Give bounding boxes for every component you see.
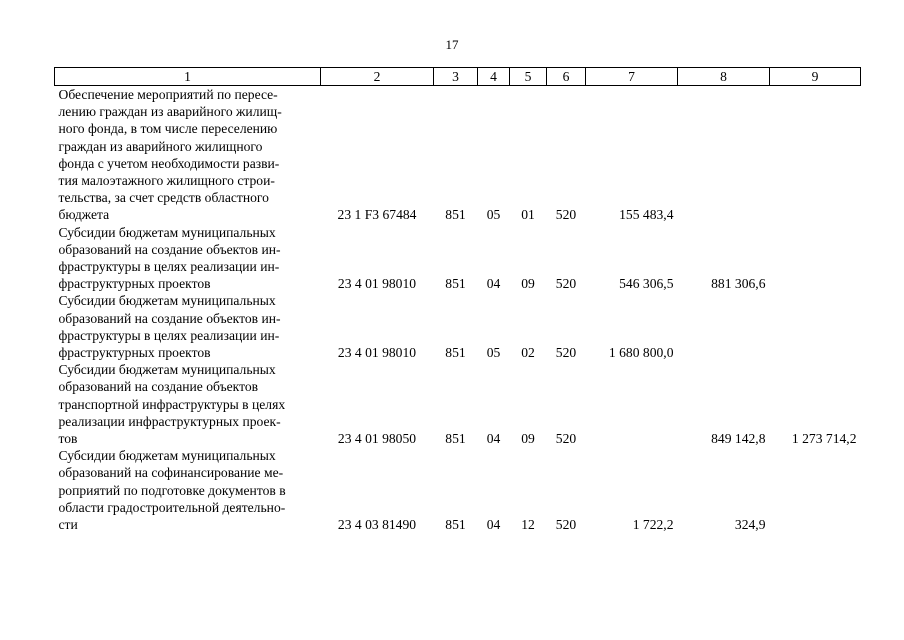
column-header-9: 9	[770, 68, 861, 86]
expense-name-line: фонда с учетом необходимости разви-	[58, 155, 280, 171]
table-row	[55, 224, 861, 293]
target-article-cell: 23 4 01 98050	[337, 431, 417, 447]
amount-col8-cell: 849 142,8	[711, 431, 766, 447]
amount-col7-cell: 155 483,4	[619, 207, 674, 223]
expense-name-line: бюджета	[58, 207, 110, 223]
expense-type-cell: 520	[555, 431, 577, 447]
section-code-cell: 04	[486, 431, 501, 447]
expense-name-line: тов	[58, 431, 78, 447]
expense-name-cell	[55, 86, 321, 224]
department-code-cell: 851	[445, 431, 466, 447]
expense-name-line: тия малоэтажного жилищного строи-	[58, 173, 275, 189]
table-body	[55, 86, 861, 534]
table-row	[55, 361, 861, 447]
expense-type-cell: 520	[555, 517, 577, 533]
table-row	[55, 86, 861, 224]
expense-name-line: граждан из аварийного жилищного	[58, 138, 263, 154]
expense-type-cell: 520	[555, 207, 577, 223]
column-header-4: 4	[478, 68, 510, 86]
expense-name-line: фраструктуры в целях реализации ин-	[58, 259, 280, 275]
amount-col7-cell: 1 722,2	[632, 517, 674, 533]
expense-name-cell	[55, 361, 321, 447]
amount-col7-cell: 1 680 800,0	[608, 345, 674, 361]
expense-type-cell: 520	[555, 276, 577, 292]
expense-name-line: фраструктурных проектов	[58, 345, 211, 361]
expense-name-line: тельства, за счет средств областного	[58, 190, 269, 206]
column-header-5: 5	[510, 68, 547, 86]
column-header-1: 1	[55, 68, 321, 86]
expense-name-line: фраструктуры в целях реализации ин-	[58, 327, 280, 343]
table-row	[55, 292, 861, 361]
subsection-code-cell: 02	[521, 345, 535, 361]
expense-name-line: фраструктурных проектов	[58, 276, 211, 292]
target-article-cell: 23 4 01 98010	[337, 276, 417, 292]
amount-col9-cell	[770, 447, 861, 533]
expense-name-line: Субсидии бюджетам муниципальных	[58, 362, 276, 378]
subsection-code-cell: 01	[521, 207, 535, 223]
expense-name-line: образований на создание объектов ин-	[58, 310, 281, 326]
section-code-cell: 04	[486, 276, 501, 292]
amount-col8-cell: 324,9	[734, 517, 766, 533]
expense-name-line: лению граждан из аварийного жилищ-	[58, 104, 282, 120]
expense-name-line: Субсидии бюджетам муниципальных	[58, 293, 276, 309]
subsection-code-cell: 09	[521, 276, 535, 292]
amount-col7-cell: 546 306,5	[619, 276, 674, 292]
amount-col8-cell	[678, 86, 770, 224]
target-article-cell: 23 4 03 81490	[337, 517, 417, 533]
expense-name-cell	[55, 447, 321, 533]
column-header-8: 8	[678, 68, 770, 86]
column-header-7: 7	[586, 68, 678, 86]
expense-name-cell	[55, 224, 321, 293]
expense-name-line: Субсидии бюджетам муниципальных	[58, 448, 276, 464]
expense-name-line: образований на создание объектов	[58, 379, 259, 395]
expense-name-line: ного фонда, в том числе переселению	[58, 121, 278, 137]
department-code-cell: 851	[445, 276, 466, 292]
table-row	[55, 447, 861, 533]
expense-name-line: образований на создание объектов ин-	[58, 241, 281, 257]
target-article-cell: 23 1 F3 67484	[337, 207, 417, 223]
subsection-code-cell: 09	[521, 431, 535, 447]
expense-name-cell	[55, 292, 321, 361]
expense-name-line: Субсидии бюджетам муниципальных	[58, 224, 276, 240]
expense-name-line: транспортной инфраструктуры в целях	[58, 396, 286, 412]
page-number: 17	[445, 37, 459, 52]
department-code-cell: 851	[445, 517, 466, 533]
expense-name-line: роприятий по подготовке документов в	[58, 482, 286, 498]
subsection-code-cell: 12	[521, 517, 535, 533]
expense-type-cell: 520	[555, 345, 577, 361]
expense-name-line: реализации инфраструктурных проек-	[58, 413, 281, 429]
column-header-2: 2	[321, 68, 434, 86]
budget-table	[54, 67, 861, 533]
section-code-cell: 05	[486, 207, 501, 223]
amount-col8-cell	[678, 292, 770, 361]
expense-name-line: области градостроительной деятельно-	[58, 499, 286, 515]
amount-col9-cell	[770, 86, 861, 224]
amount-col8-cell: 881 306,6	[711, 276, 766, 292]
section-code-cell: 05	[486, 345, 501, 361]
column-header-3: 3	[434, 68, 478, 86]
expense-name-line: Обеспечение мероприятий по пересе-	[58, 87, 278, 102]
section-code-cell: 04	[486, 517, 501, 533]
amount-col9-cell	[770, 292, 861, 361]
department-code-cell: 851	[445, 207, 466, 223]
expense-name-line: образований на софинансирование ме-	[58, 465, 284, 481]
amount-col7-cell	[586, 361, 678, 447]
target-article-cell: 23 4 01 98010	[337, 345, 417, 361]
department-code-cell: 851	[445, 345, 466, 361]
expense-name-line: сти	[58, 517, 78, 533]
column-header-6: 6	[547, 68, 586, 86]
amount-col9-cell: 1 273 714,2	[791, 431, 857, 447]
amount-col9-cell	[770, 224, 861, 293]
table-header-row	[55, 68, 861, 86]
